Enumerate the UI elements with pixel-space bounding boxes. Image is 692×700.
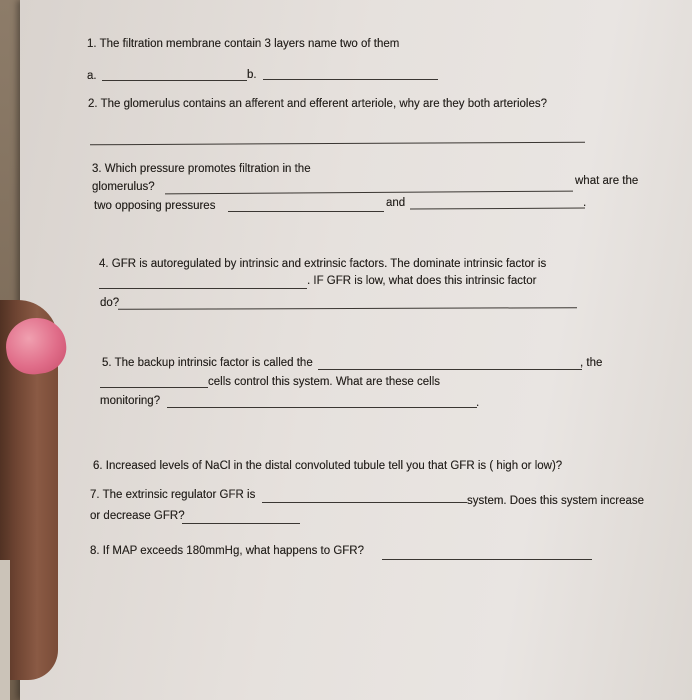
q1-b-blank[interactable] [263,79,438,80]
q4-blank-1[interactable] [99,288,307,289]
q3-and: and [386,197,406,209]
q3-period: . [583,197,587,209]
q2-answer-blank[interactable] [90,142,585,146]
q5-line3: monitoring? [100,395,161,407]
q4-line2: . IF GFR is low, what does this intrinsic factor [307,275,537,287]
q3-line3: two opposing pressures [94,200,216,212]
paper-edge-gap [0,560,10,700]
q1-a-label: a. [87,70,97,82]
q7-line2: or decrease GFR? [90,510,185,522]
q4-line3: do? [100,297,120,309]
q7-blank-1[interactable] [262,502,467,503]
q5-blank-3[interactable] [167,407,477,408]
q6-text: 6. Increased levels of NaCl in the distal convoluted tubule tell you that GFR is ( high or low)? [93,460,563,472]
q3-line2: glomerulus? [92,181,155,193]
q5-line1: 5. The backup intrinsic factor is called the [102,357,313,369]
q2-text: 2. The glomerulus contains an afferent and efferent arteriole, why are they both arterioles? [88,98,548,110]
q3-right-text: what are the [575,175,639,187]
q3-blank-2[interactable] [228,211,384,212]
q7-line1: 7. The extrinsic regulator GFR is [90,489,256,501]
q5-period: . [476,397,480,409]
q1-a-blank[interactable] [102,80,247,81]
q7-line1b: system. Does this system increase [467,495,645,507]
q8-blank[interactable] [382,559,592,560]
q1-b-label: b. [247,69,257,81]
q3-line1: 3. Which pressure promotes filtration in the [92,163,311,175]
q5-comma-the: , the [580,357,603,369]
worksheet-paper [20,0,692,700]
q4-blank-2[interactable] [118,307,577,310]
q5-blank-1[interactable] [318,369,582,370]
q5-line2: cells control this system. What are these cells [208,376,440,388]
q8-text: 8. If MAP exceeds 180mmHg, what happens to GFR? [90,545,365,557]
q5-blank-2[interactable] [100,387,208,388]
q1-text: 1. The filtration membrane contain 3 layers name two of them [87,38,400,50]
q3-blank-1[interactable] [165,191,573,195]
q7-blank-2[interactable] [182,523,300,524]
q3-blank-3[interactable] [410,208,585,210]
q4-line1: 4. GFR is autoregulated by intrinsic and extrinsic factors. The dominate intrinsic factor is [99,258,547,270]
